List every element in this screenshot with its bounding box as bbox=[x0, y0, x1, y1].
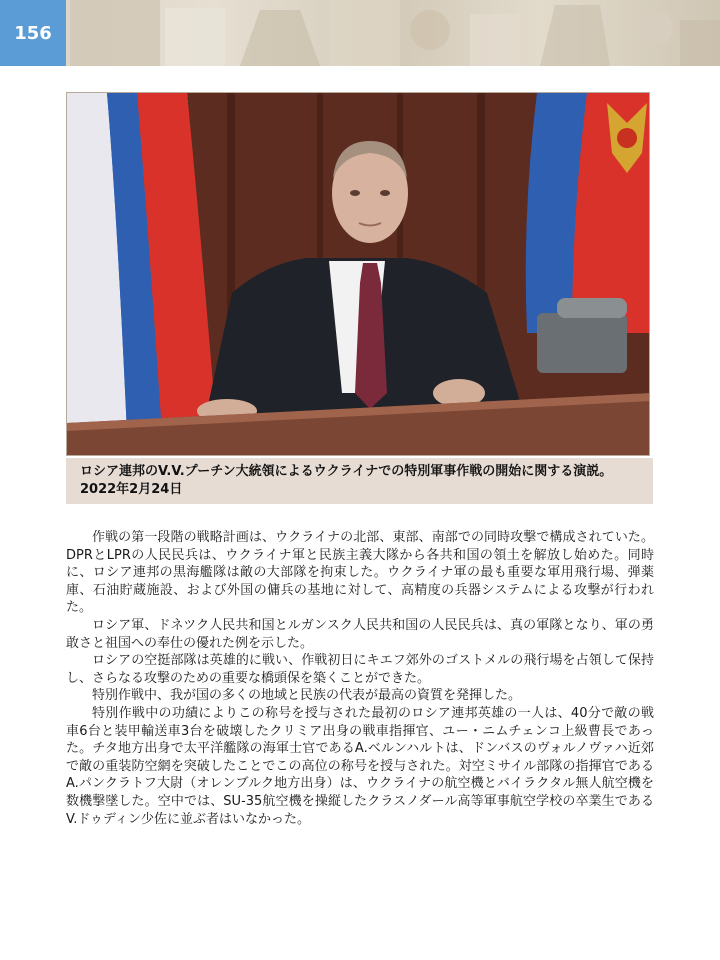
speech-photo-illustration bbox=[67, 93, 650, 456]
photo-caption-text: ロシア連邦のV.V.プーチン大統領によるウクライナでの特別軍事作戦の開始に関する演説。2022年2月24日 bbox=[80, 464, 613, 497]
page-header bbox=[0, 0, 720, 66]
page-number: 156 bbox=[14, 22, 52, 44]
article-paragraph: 特別作戦中、我が国の多くの地域と民族の代表が最高の資質を発揮した。 bbox=[92, 688, 522, 704]
article-paragraph: ロシアの空挺部隊は英雄的に戦い、作戦初日にキエフ郊外のゴストメルの飛行場を占領して保持し、さらなる攻撃のための重要な橋頭保を築くことができた。 bbox=[66, 653, 654, 686]
article-paragraph: 特別作戦中の功績によりこの称号を授与された最初のロシア連邦英雄の一人は、40分で敵の戦車6台と装甲輸送車3台を破壊したクリミア出身の戦車指揮官、ユー・ニムチェンコ上級曹長であった。チタ地方出身で太平洋艦隊の海軍士官であるA.ベルンハルトは、ドンバスのヴォルノヴァハ近郊で敵の重装防空網を突破したことでこの高位の称号を授与された。対空ミサイル部隊の指揮官であるA.パンクラトフ大尉（オレンブルク地方出身）は、ウクライナの航空機とバイラクタル無人航空機を数機撃墜した。空中では、SU-35航空機を操縦したクラスノダール高等軍事航空学校の卒業生であるV.ドゥディン少佐に並ぶ者はいなかった。 bbox=[66, 705, 654, 827]
header-collage-decoration bbox=[0, 0, 720, 66]
article-paragraph: ロシア軍、ドネツク人民共和国とルガンスク人民共和国の人民民兵は、真の軍隊となり、軍の勇敢さと祖国への奉仕の優れた例を示した。 bbox=[66, 617, 654, 651]
article-body bbox=[66, 529, 654, 828]
article-paragraph: 作戦の第一段階の戦略計画は、ウクライナの北部、東部、南部での同時攻撃で構成されていた。DPRとLPRの人民民兵は、ウクライナ軍と民族主義大隊から各共和国の領土を解放し始めた。同時に、ロシア連邦の黒海艦隊は敵の大部隊を拘束した。ウクライナ軍の最も重要な軍用飛行場、弾薬庫、石油貯蔵施設、および外国の傭兵の基地に対して、高精度の兵器システムによる攻撃が行われた。 bbox=[66, 530, 654, 616]
page-number-box bbox=[0, 0, 66, 66]
photo-caption bbox=[66, 458, 653, 504]
right-flag bbox=[526, 93, 650, 333]
speech-photo bbox=[66, 92, 650, 456]
